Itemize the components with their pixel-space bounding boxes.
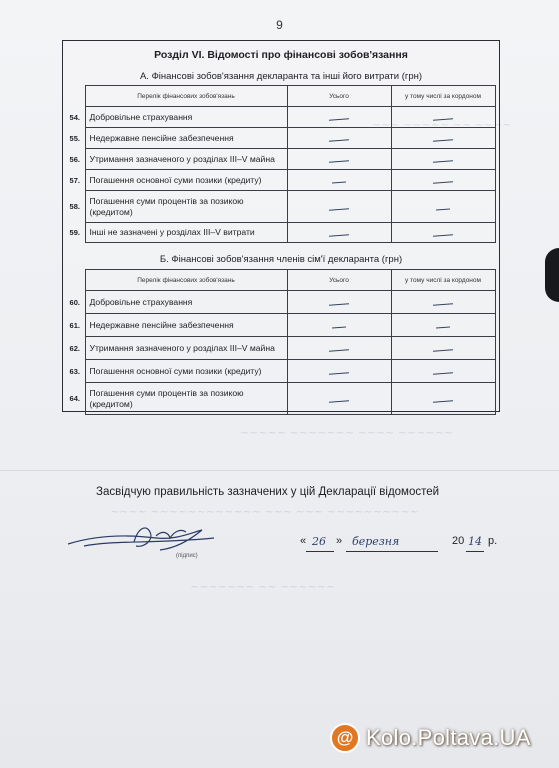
year-underline xyxy=(466,551,484,552)
value-total xyxy=(287,170,391,191)
row-number: 59. xyxy=(69,228,80,237)
row-label: Утримання зазначеного у розділах III–V майна xyxy=(85,337,287,360)
row-number: 57. xyxy=(69,175,80,185)
row-label: Погашення суми процентів за позикою (кредитом) xyxy=(85,191,287,223)
dash-mark xyxy=(433,181,453,183)
value-abroad xyxy=(391,291,495,314)
value-total xyxy=(287,314,391,337)
row-label: Погашення основної суми позики (кредиту) xyxy=(85,360,287,383)
handwritten-signature xyxy=(64,518,224,558)
dash-mark xyxy=(329,349,349,351)
bleed-through-text: ~~~~~~~ ~~ ~~~~~~ xyxy=(190,580,336,593)
watermark-logo xyxy=(330,722,531,754)
date-close-quote: » xyxy=(336,535,343,547)
dash-mark xyxy=(433,349,453,351)
row-number: 61. xyxy=(69,320,80,330)
value-total xyxy=(287,360,391,383)
date-month: березня xyxy=(352,535,400,548)
column-header: Перелік фінансових зобов'язань xyxy=(85,270,287,291)
column-header: у тому числі за кордоном xyxy=(391,86,495,107)
dash-mark xyxy=(436,327,450,329)
certification-statement: Засвідчую правильність зазначених у цій Декларації відомостей xyxy=(96,486,440,498)
value-total xyxy=(287,291,391,314)
table-a-header-row xyxy=(65,86,495,107)
value-total xyxy=(287,383,391,415)
value-total xyxy=(287,107,391,128)
value-total xyxy=(287,128,391,149)
scan-edge-mark xyxy=(545,248,559,302)
table-row xyxy=(65,337,495,360)
value-abroad xyxy=(391,314,495,337)
table-row xyxy=(65,360,495,383)
row-label: Добровільне страхування xyxy=(85,291,287,314)
column-header: Усього xyxy=(287,86,391,107)
value-total xyxy=(287,223,391,243)
table-row xyxy=(65,128,495,149)
table-a xyxy=(65,85,496,243)
value-abroad xyxy=(391,149,495,170)
table-b-header-row xyxy=(65,270,495,291)
table-b-title: Б. Фінансові зобов'язання членів сім'ї декларанта (грн) xyxy=(159,254,403,265)
signature-caption: (підпис) xyxy=(176,553,198,559)
row-number: 64. xyxy=(69,394,80,403)
dash-mark xyxy=(332,327,346,329)
table-row xyxy=(65,170,495,191)
table-row xyxy=(65,291,495,314)
row-number: 60. xyxy=(69,297,80,307)
dash-mark xyxy=(433,234,453,236)
bleed-through-text: ~~~~ ~~~~~~~~~~~~ ~~~ ~~~ ~~~~~~~~~~ xyxy=(110,505,419,518)
date-year-prefix: 20 xyxy=(452,535,465,547)
dash-mark xyxy=(433,400,453,402)
row-label: Утримання зазначеного у розділах III–V майна xyxy=(85,149,287,170)
dash-mark xyxy=(329,400,349,402)
dash-mark xyxy=(329,234,349,236)
row-label: Добровільне страхування xyxy=(85,107,287,128)
dash-mark xyxy=(433,118,453,120)
month-underline xyxy=(346,551,438,552)
dash-mark xyxy=(433,160,453,162)
date-open-quote: « xyxy=(300,535,307,547)
table-row xyxy=(65,191,495,223)
day-underline xyxy=(306,551,334,552)
row-label: Інші не зазначені у розділах III–V витрати xyxy=(85,223,287,243)
value-abroad xyxy=(391,170,495,191)
table-row xyxy=(65,383,495,415)
dash-mark xyxy=(433,372,453,374)
dash-mark xyxy=(433,139,453,141)
section-title: Розділ VI. Відомості про фінансові зобов'язання xyxy=(154,49,408,61)
bleed-through-text: ~~~~~ ~~~~~~~ ~~~~ ~~~~~~ xyxy=(240,426,454,439)
dash-mark xyxy=(433,303,453,305)
dash-mark xyxy=(329,372,349,374)
row-number: 62. xyxy=(69,343,80,353)
dash-mark xyxy=(332,182,346,184)
value-abroad xyxy=(391,337,495,360)
value-total xyxy=(287,149,391,170)
table-row xyxy=(65,149,495,170)
dash-mark xyxy=(329,208,349,210)
column-header: Усього xyxy=(287,270,391,291)
watermark-text: Kolo.Poltava.UA xyxy=(366,725,531,750)
column-header: Перелік фінансових зобов'язань xyxy=(85,86,287,107)
date-year-abbrev: р. xyxy=(488,535,498,547)
value-abroad xyxy=(391,128,495,149)
row-label: Погашення суми процентів за позикою (кредитом) xyxy=(85,383,287,415)
date-day: 26 xyxy=(312,535,326,548)
value-abroad xyxy=(391,223,495,243)
table-row xyxy=(65,223,495,243)
row-number: 56. xyxy=(69,154,80,164)
value-abroad xyxy=(391,107,495,128)
dash-mark xyxy=(436,208,450,210)
section-frame xyxy=(62,40,500,412)
table-a-title: А. Фінансові зобов'язання декларанта та інші його витрати (грн) xyxy=(139,71,423,82)
dash-mark xyxy=(329,118,349,120)
table-b xyxy=(65,269,496,415)
at-sign-icon: @ xyxy=(330,723,360,753)
dash-mark xyxy=(329,139,349,141)
value-total xyxy=(287,337,391,360)
value-abroad xyxy=(391,360,495,383)
row-label: Недержавне пенсійне забезпечення xyxy=(85,128,287,149)
paper-fold xyxy=(0,470,559,471)
row-label: Погашення основної суми позики (кредиту) xyxy=(85,170,287,191)
bleed-through-text: ~~~ ~~~~~ ~~ ~~~~ xyxy=(372,118,512,131)
dash-mark xyxy=(329,160,349,162)
row-number: 58. xyxy=(69,202,80,211)
value-total xyxy=(287,191,391,223)
page-number: 9 xyxy=(276,18,283,32)
column-header: у тому числі за кордоном xyxy=(391,270,495,291)
row-number: 63. xyxy=(69,366,80,376)
value-abroad xyxy=(391,383,495,415)
date-year-suffix: 14 xyxy=(468,535,482,548)
table-row xyxy=(65,314,495,337)
row-number: 54. xyxy=(69,112,80,122)
dash-mark xyxy=(329,303,349,305)
table-row xyxy=(65,107,495,128)
row-label: Недержавне пенсійне забезпечення xyxy=(85,314,287,337)
value-abroad xyxy=(391,191,495,223)
row-number: 55. xyxy=(69,133,80,143)
